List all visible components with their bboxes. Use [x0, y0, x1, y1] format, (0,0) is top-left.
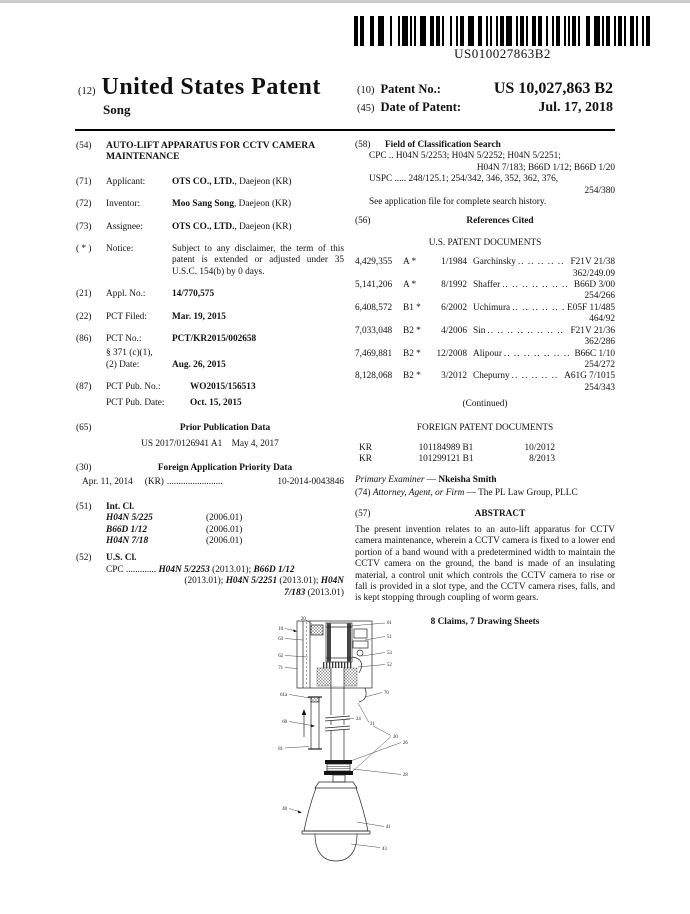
table-row: KR 101184989 B1 10/2012 — [359, 442, 555, 453]
us-cl-line1: CPC ............. H04N 5/2253 (2013.01); B66D 1/12 — [106, 564, 295, 575]
title-num: (54) — [76, 141, 92, 151]
insulating-band — [308, 697, 322, 749]
abstract-text: The present invention relates to an auto-lift apparatus for CCTV camera maintenance, wherein a CCTV camera is fixed to a lower end portion of a band wound with a predetermined width to maintain the CCTV camera on the ground, the band is made of an insulating material, a control unit which controls the CCTV camera to rise or fall is provided in a slot type, and the CCTV camera rises, falls, and is kept stopping through coupling of worm gears. — [355, 524, 615, 604]
assignee-value: OTS CO., LTD., Daejeon (KR) — [172, 221, 292, 232]
figure-label: 70 — [384, 691, 389, 696]
figure-label: 20 — [301, 617, 306, 622]
primary-examiner-line: Primary Examiner — Nkeisha Smith — [355, 474, 497, 485]
figure-label: 53 — [387, 651, 392, 656]
references-heading: References Cited — [466, 216, 534, 227]
field-us-cl: (52) U.S. Cl. CPC ............. H04N 5/2253 (2013.01); B66D 1/12 (2013.01); H04N 5/2251 (2013.01); H04N 7/183 (2013.01) — [76, 553, 344, 598]
figure-label: 10 — [278, 627, 283, 632]
inventor-surname: Song — [103, 102, 131, 117]
right-column — [355, 140, 615, 639]
patent-date: Jul. 17, 2018 — [538, 100, 613, 115]
continued-note: (Continued) — [462, 399, 508, 410]
figure-label: 62 — [278, 654, 283, 659]
table-row: 8,128,068 B2 * 3/2012 Chepurny .. .. A61G 7/1015 254/343 — [355, 371, 615, 394]
winding-drum — [326, 623, 352, 662]
date-label: Date of Patent: — [380, 100, 462, 114]
patent-number: US 10,027,863 B2 — [493, 80, 613, 97]
figure-label: 81 — [278, 747, 283, 752]
leader-lines — [285, 620, 401, 848]
header-left — [78, 74, 321, 118]
barcode — [350, 16, 655, 62]
date-code: (45) — [357, 103, 375, 114]
figure-label: 30 — [393, 735, 398, 740]
us-docs-heading: U.S. PATENT DOCUMENTS — [428, 237, 542, 248]
foreign-priority-heading: Foreign Application Priority Data — [157, 462, 293, 473]
kind-code-num: (12) — [78, 86, 96, 97]
attorney-line: (74) Attorney, Agent, or Firm — The PL Law Group, PLLC — [355, 488, 578, 499]
figure-label: 51 — [387, 635, 392, 640]
field-inventor: (72) Inventor: Moo Sang Song, Daejeon (KR) — [76, 199, 344, 210]
applicant-value: OTS CO., LTD., Daejeon (KR) — [172, 176, 292, 187]
field-abstract: (57) ABSTRACT The present invention relates to an auto-lift apparatus for CCTV camera maintenance, wherein a CCTV camera is fixed to a lower end portion of a band wound with a predetermined width to maintain the CCTV camera on the ground, the band is made of an insulating material, a control unit which controls the CCTV camera to rise or fall is provided in a slot type, and the CCTV camera rises, falls, and is kept stopping through coupling of worm gears. 8 Claims, 7 Drawing Sheets — [355, 508, 615, 627]
figure-label: 63 — [278, 637, 283, 642]
figure-label: 31 — [370, 722, 375, 727]
pct-pub-no: WO2015/156513 — [190, 382, 256, 393]
us-cl-line3: 7/183 (2013.01) — [284, 587, 344, 598]
left-column — [76, 140, 344, 610]
field-pct-filed: (22) PCT Filed: Mar. 19, 2015 — [76, 312, 344, 323]
field-pct-no: (86) PCT No.: PCT/KR2015/002658 § 371 (c)(1), (2) Date: Aug. 26, 2015 — [76, 334, 344, 371]
field-foreign-priority: (30) Foreign Application Priority Data Apr. 11, 2014 (KR) ........................ 10-2014-0043846 — [76, 462, 344, 488]
appl-no-value: 14/770,575 — [172, 289, 215, 300]
pct-pub-date: Oct. 15, 2015 — [190, 397, 242, 408]
field-pct-pub: (87) PCT Pub. No.: WO2015/156513 PCT Pub. Date: Oct. 15, 2015 — [76, 382, 344, 409]
figure-svg — [253, 610, 448, 910]
claims-note: 8 Claims, 7 Drawing Sheets — [430, 616, 540, 627]
barcode-number: US010027863B2 — [454, 46, 551, 61]
invention-title: AUTO-LIFT APPARATUS FOR CCTV CAMERA MAINTENANCE — [106, 140, 315, 163]
abstract-heading: ABSTRACT — [474, 508, 526, 519]
patent-no-label: Patent No.: — [380, 82, 441, 96]
figure-label: 28 — [403, 773, 408, 778]
field-appl-no: (21) Appl. No.: 14/770,575 — [76, 289, 344, 300]
table-row: 7,469,881 B2 * 12/2008 Alipour .. .. B66C 1/10 254/272 — [355, 349, 615, 372]
classification-heading: Field of Classification Search — [385, 140, 501, 150]
us-references-table — [355, 257, 615, 394]
field-references: (56) References Cited U.S. PATENT DOCUMENTS 4,429,355 A * 1/1984 Garchinsky .. .. F21V 21/38 362/249.09 5,141,206 A * 8/1992 Shaffer .. .. B66D 3/00 254/266 6,408,572 B1 * 6/2002 Uchimura .. .. E05F 11/485 464/92 7,033,048 B2 * 4/2006 Sin .. .. F21V 21/36 362/286 7,469,881 B2 * 12/2008 Alipour .. .. B66C 1/10 254/272 8,128,068 B2 * 3/2012 Chepurny .. .. A61G 7/1015 254/343 (Continued) FOREIGN PATENT DOCUMENTS KR 101184989 B1 10/2012 KR 101299121 B1 8/2013 — [355, 216, 615, 465]
figure-label: 60 — [282, 720, 287, 725]
worm-gear-coupling — [324, 760, 353, 782]
table-row: 5,141,206 A * 8/1992 Shaffer .. .. B66D 3/00 254/266 — [355, 280, 615, 303]
table-row: 4,429,355 A * 1/1984 Garchinsky .. .. F21V 21/38 362/249.09 — [355, 257, 615, 280]
barcode-bars — [350, 16, 655, 46]
motion-arrow — [302, 709, 306, 737]
table-row: 7,033,048 B2 * 4/2006 Sin .. .. F21V 21/36 362/286 — [355, 326, 615, 349]
figure-label: 61 — [387, 621, 392, 626]
field-assignee: (73) Assignee: OTS CO., LTD., Daejeon (KR) — [76, 222, 344, 233]
figure-label: 43 — [382, 847, 387, 852]
prior-pub-line: US 2017/0126941 A1 May 4, 2017 — [141, 438, 279, 449]
figure-label: 24 — [356, 717, 361, 722]
field-applicant: (71) Applicant: OTS CO., LTD., Daejeon (KR) — [76, 177, 344, 188]
brush-teeth — [323, 662, 351, 668]
field-notice: ( * ) Notice: Subject to any disclaimer, the term of this patent is extended or adjusted under 35 U.S.C. 154(b) by 0 days. — [76, 244, 344, 277]
figure-label: 41 — [386, 825, 391, 830]
header-right — [357, 80, 613, 118]
figure-label: 40 — [282, 807, 287, 812]
inventor-value: Moo Sang Song, Daejeon (KR) — [172, 199, 292, 210]
figure-label: 26 — [403, 741, 408, 746]
priority-line: Apr. 11, 2014 (KR) ........................ 10-2014-0043846 — [82, 477, 344, 488]
search-history-note: See application file for complete search history. — [369, 197, 547, 208]
field-prior-pub: (65) Prior Publication Data US 2017/0126941 A1 May 4, 2017 — [76, 423, 344, 450]
table-row: 6,408,572 B1 * 6/2002 Uchimura .. .. E05F 11/485 464/92 — [355, 303, 615, 326]
field-title — [76, 140, 344, 163]
header-rule — [75, 129, 615, 131]
prior-pub-heading: Prior Publication Data — [179, 423, 271, 434]
us-cl-line2: (2013.01); H04N 5/2251 (2013.01); H04N — [184, 576, 344, 587]
figure-label: 61a — [280, 693, 287, 698]
figure-label: 52 — [387, 663, 392, 668]
scan-edge — [0, 0, 690, 3]
patent-drawing — [253, 610, 448, 910]
notice-text: Subject to any disclaimer, the term of this patent is extended or adjusted under 35 U.S.C. 154(b) by 0 days. — [172, 244, 344, 277]
foreign-docs-heading: FOREIGN PATENT DOCUMENTS — [416, 422, 554, 433]
pct-371-date: Aug. 26, 2015 — [172, 359, 226, 370]
document-kind: United States Patent — [101, 74, 321, 100]
table-row: KR 101299121 B1 8/2013 — [359, 454, 555, 465]
cctv-dome-camera — [302, 782, 370, 861]
field-int-cl: (51) Int. Cl. H04N 5/225 (2006.01) B66D 1/12 (2006.01) H04N 7/18 (2006.01) — [76, 501, 243, 546]
foreign-references — [355, 443, 615, 466]
patent-no-code: (10) — [357, 85, 375, 96]
pct-no-value: PCT/KR2015/002658 — [172, 334, 257, 345]
figure-label: 71 — [278, 666, 283, 671]
field-classification-search: (58) Field of Classification Search CPC .. H04N 5/2253; H04N 5/2252; H04N 5/2251; H04N 7/183; B66D 1/12; B66D 1/20 USPC ..... 248/125.1; 254/342, 346, 352, 362, 376, 254/380 See application file for complete search history. — [355, 140, 615, 208]
pct-filed-value: Mar. 19, 2015 — [172, 311, 226, 322]
